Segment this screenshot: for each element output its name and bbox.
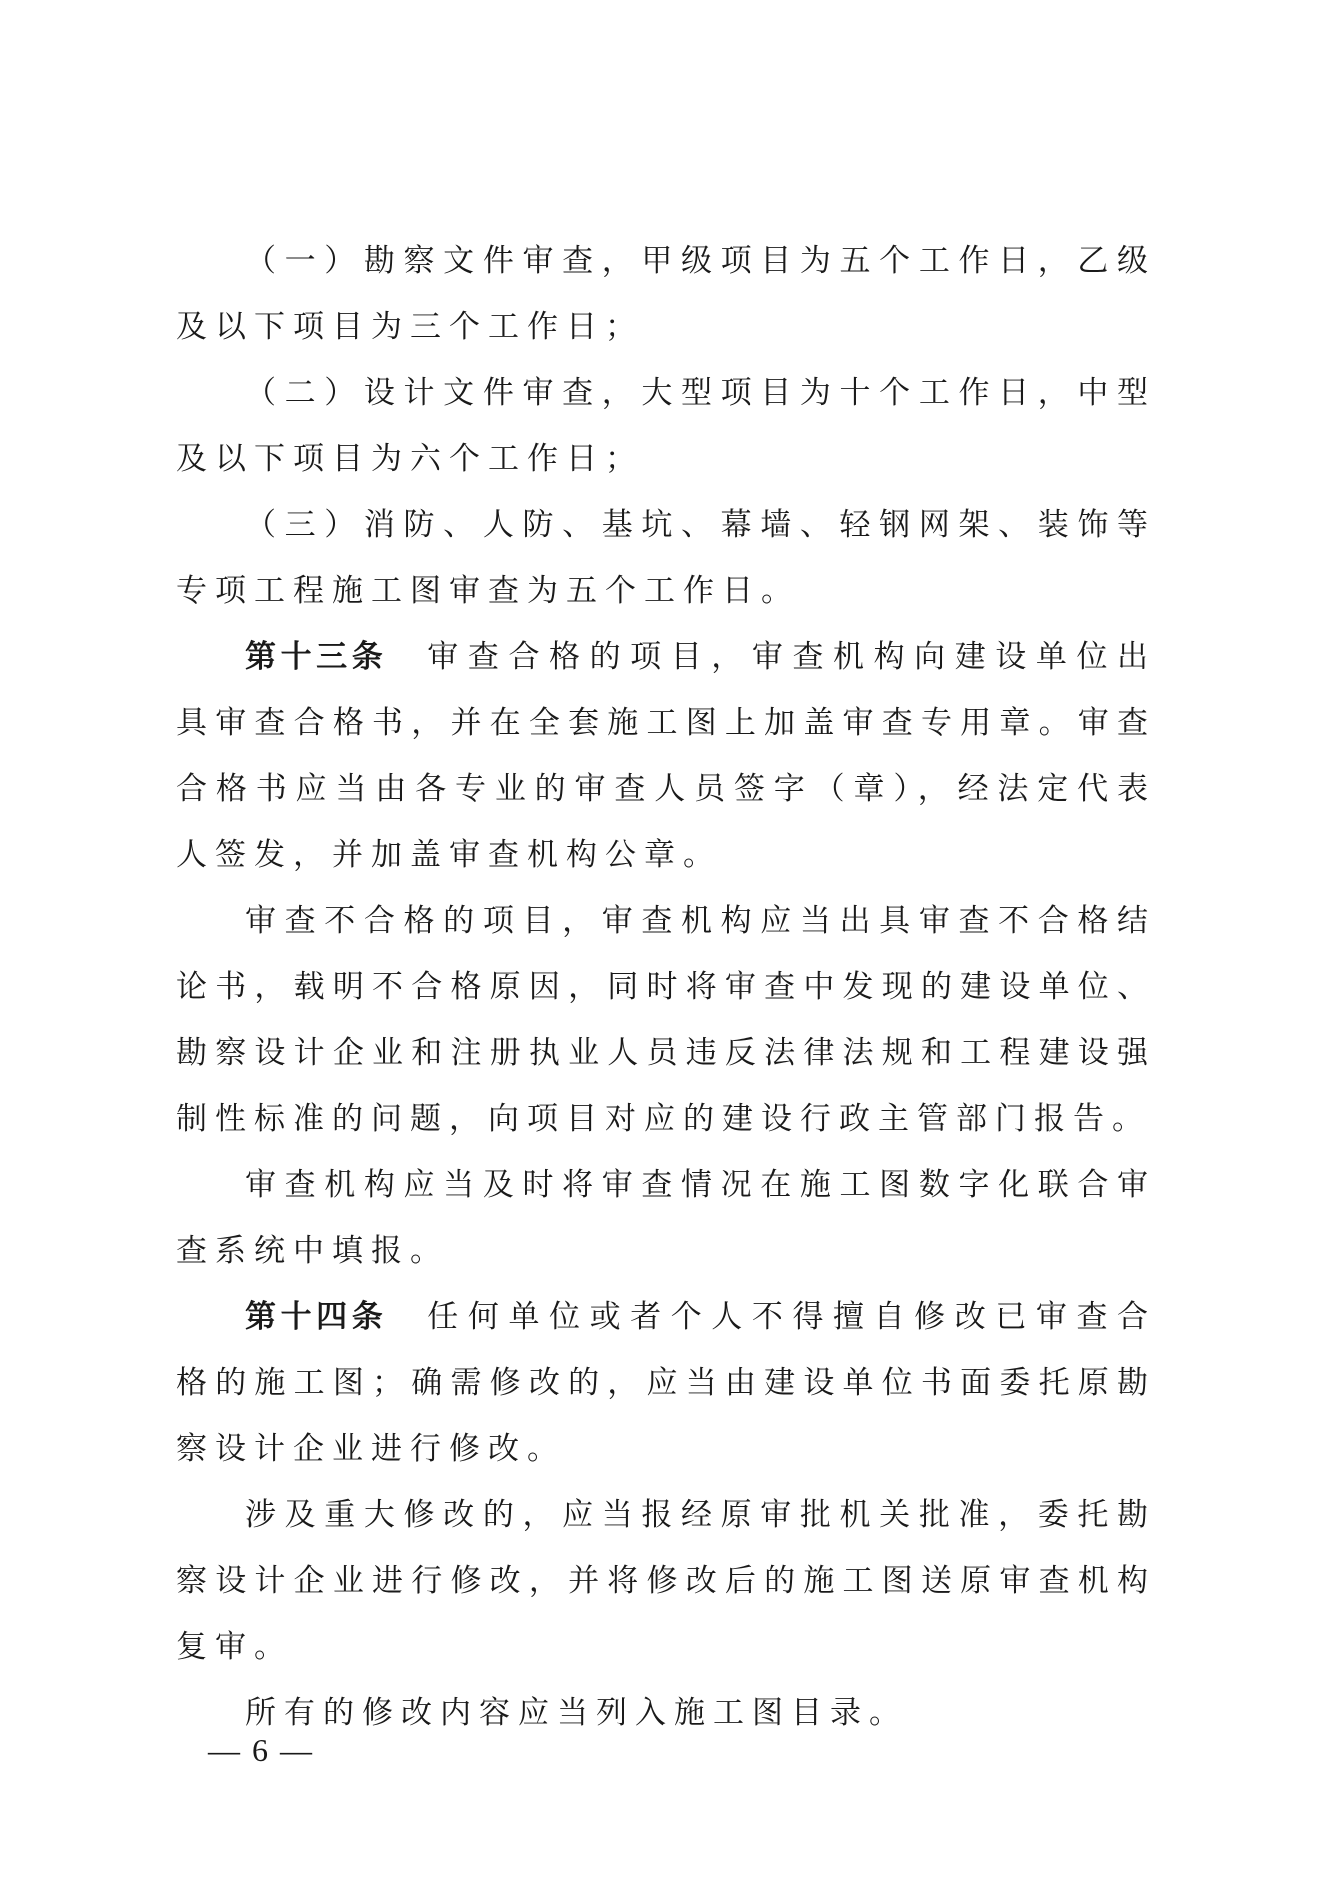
document-body <box>176 228 1156 1746</box>
paragraph <box>176 888 1156 1152</box>
article-13-paragraph <box>176 624 1156 888</box>
paragraph-text: （一）勘察文件审查，甲级项目为五个工作日，乙级及以下项目为三个工作日； <box>176 243 1156 345</box>
paragraph <box>176 360 1156 492</box>
article-heading: 第十四条 <box>245 1299 388 1335</box>
paragraph-text: 所有的修改内容应当列入施工图目录。 <box>245 1695 908 1731</box>
paragraph <box>176 228 1156 360</box>
paragraph-text: 审查合格的项目，审查机构向建设单位出具审查合格书，并在全套施工图上加盖审查专用章。审查合格书应当由各专业的审查人员签字（章），经法定代表人签发，并加盖审查机构公章。 <box>176 639 1157 873</box>
paragraph-text: （三）消防、人防、基坑、幕墙、轻钢网架、装饰等专项工程施工图审查为五个工作日。 <box>176 507 1156 609</box>
paragraph-text: 审查不合格的项目，审查机构应当出具审查不合格结论书，载明不合格原因，同时将审查中发现的建设单位、勘察设计企业和注册执业人员违反法律法规和工程建设强制性标准的问题，向项目对应的建设行政主管部门报告。 <box>176 903 1156 1137</box>
paragraph <box>176 1152 1156 1284</box>
article-14-paragraph <box>176 1284 1156 1482</box>
paragraph <box>176 492 1156 624</box>
article-heading: 第十三条 <box>245 639 388 675</box>
paragraph-text: （二）设计文件审查，大型项目为十个工作日，中型及以下项目为六个工作日； <box>176 375 1156 477</box>
page-number: — 6 — <box>208 1732 314 1768</box>
paragraph-text: 涉及重大修改的，应当报经原审批机关批准，委托勘察设计企业进行修改，并将修改后的施工图送原审查机构复审。 <box>176 1497 1156 1665</box>
paragraph <box>176 1680 1156 1746</box>
paragraph-text: 审查机构应当及时将审查情况在施工图数字化联合审查系统中填报。 <box>176 1167 1156 1269</box>
paragraph-text: 任何单位或者个人不得擅自修改已审查合格的施工图；确需修改的，应当由建设单位书面委托原勘察设计企业进行修改。 <box>176 1299 1157 1467</box>
paragraph <box>176 1482 1156 1680</box>
